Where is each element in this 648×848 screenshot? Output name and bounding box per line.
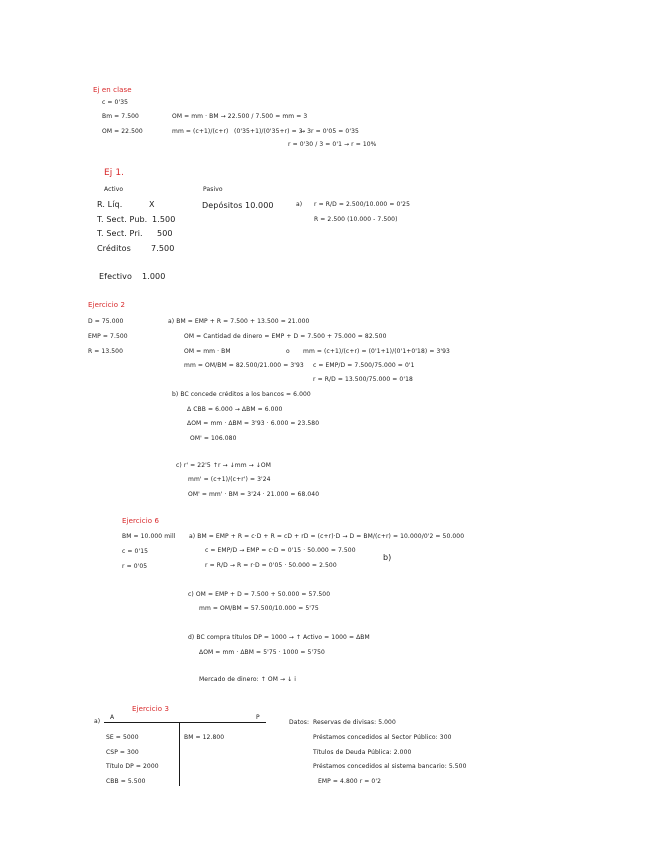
ej2-a3b: o [286, 348, 290, 355]
ej2-a5c: r = R/D = 13.500/75.000 = 0'18 [313, 376, 413, 383]
ej2-b2: Δ CBB = 6.000 → ΔBM = 6.000 [187, 406, 283, 413]
ej6-d1: d) BC compra títulos DP = 1000 → ↑ Activo = 1000 = ΔBM [188, 634, 370, 641]
ej1-efectivo-item: Efectivo [99, 272, 132, 281]
ej1-pasivo-label: Pasivo [203, 186, 223, 193]
ej3-datos-3: Títulos de Deuda Pública: 2.000 [313, 749, 412, 756]
ej6-r: r = 0'05 [122, 563, 148, 570]
ej2-b3: ΔOM = mm · ΔBM = 3'93 · 6.000 = 23.580 [187, 420, 320, 427]
heading-ej3: Ejercicio 3 [132, 705, 170, 713]
ej2-a2: OM = Cantidad de dinero = EMP + D = 7.500 + 75.000 = 82.500 [184, 333, 387, 340]
ej6-d2: ΔOM = mm · ΔBM = 5'75 · 1000 = 5'750 [199, 649, 325, 656]
ej2-c3: OM' = mm' · BM = 3'24 · 21.000 = 68.040 [188, 491, 320, 498]
ej1-efectivo-val: 1.000 [142, 272, 166, 281]
ej3-datos-5: EMP = 4.800 r = 0'2 [318, 778, 382, 785]
heading-ej6: Ejercicio 6 [122, 517, 160, 525]
ej2-a1: a) BM = EMP + R = 7.500 + 13.500 = 21.000 [168, 318, 310, 325]
ej1-deposits-val: 10.000 [245, 201, 274, 210]
ej1-row4-item: Créditos [97, 244, 131, 253]
ej1-activo-label: Activo [104, 186, 124, 193]
ej3-datos-2: Préstamos concedidos al Sector Público: 300 [313, 734, 452, 741]
clase-line-2: Bm = 7.500 [102, 113, 139, 120]
ej6-a3: r = R/D → R = r·D = 0'05 · 50.000 = 2.500 [205, 562, 337, 569]
ej1-row3-item: T. Sect. Pri. [97, 229, 143, 238]
ej1-a-label: a) [296, 201, 303, 208]
ej1-row2-item: T. Sect. Pub. [97, 215, 148, 224]
ej1-row3-val: 500 [157, 229, 173, 238]
clase-right-2c: → 3r = 0'05 = 0'35 [300, 128, 359, 135]
heading-ej1: Ej 1. [104, 168, 125, 178]
heading-ej2: Ejercicio 2 [88, 301, 126, 309]
ej3-bm: BM = 12.800 [184, 734, 225, 741]
ej2-c1: c) r' = 22'5 ↑r → ↓mm → ↓OM [176, 462, 272, 469]
ej1-deposits-item: Depósitos [202, 201, 243, 210]
ej1-row4-val: 7.500 [151, 244, 175, 253]
ej6-b-label: b) [383, 553, 392, 562]
ej2-a4c: c = EMP/D = 7.500/75.000 = 0'1 [313, 362, 415, 369]
ej2-r: R = 13.500 [88, 348, 124, 355]
heading-ej-clase: Ej en clase [93, 86, 132, 94]
clase-right-1: OM = mm · BM → 22.500 / 7.500 = mm = 3 [172, 113, 308, 120]
t-account-divider [179, 722, 180, 786]
clase-right-2a: mm = (c+1)/(c+r) [172, 128, 229, 135]
ej3-titulo: Título DP = 2000 [106, 763, 159, 770]
ej3-csp: CSP = 300 [106, 749, 139, 756]
clase-line-1: c = 0'35 [102, 99, 129, 106]
ej2-a3c: mm = (c+1)/(c+r) = (0'1+1)/(0'1+0'18) = 3'93 [303, 348, 450, 355]
t-account-top-line [104, 722, 266, 723]
ej3-datos-4: Préstamos concedidos al sistema bancario: 5.500 [313, 763, 467, 770]
clase-right-2b: (0'35+1)/(0'35+r) = 3 [234, 128, 303, 135]
ej1-a-eq2: R = 2.500 (10.000 - 7.500) [314, 216, 398, 223]
ej1-row2-val: 1.500 [152, 215, 176, 224]
clase-line-3: OM = 22.500 [102, 128, 143, 135]
ej3-datos-label: Datos: [289, 719, 310, 726]
ej6-c: c = 0'15 [122, 548, 149, 555]
ej2-emp: EMP = 7.500 [88, 333, 128, 340]
ej2-b1: b) BC concede créditos a los bancos = 6.000 [172, 391, 311, 398]
ej2-c2: mm' = (c+1)/(c+r') = 3'24 [188, 476, 271, 483]
clase-right-3: r = 0'30 / 3 = 0'1 → r = 10% [288, 141, 377, 148]
ej2-a3: OM = mm · BM [184, 348, 231, 355]
ej6-a1: a) BM = EMP + R = c·D + R = cD + rD = (c+r)·D → D = BM/(c+r) = 10.000/0'2 = 50.000 [189, 533, 465, 540]
ej6-a2: c = EMP/D → EMP = c·D = 0'15 · 50.000 = 7.500 [205, 547, 356, 554]
ej3-cbb: CBB = 5.500 [106, 778, 146, 785]
ej3-datos-1: Reservas de divisas: 5.000 [313, 719, 396, 726]
ej2-d: D = 75.000 [88, 318, 124, 325]
ej6-c2: mm = OM/BM = 57.500/10.000 = 5'75 [199, 605, 319, 612]
ej2-a4: mm = OM/BM = 82.500/21.000 = 3'93 [184, 362, 304, 369]
ej6-d3: Mercado de dinero: ↑ OM → ↓ i [199, 676, 297, 683]
ej1-a-eq1: r = R/D = 2.500/10.000 = 0'25 [314, 201, 410, 208]
ej1-row1-item: R. Líq. [97, 200, 123, 209]
ej6-c1: c) OM = EMP + D = 7.500 + 50.000 = 57.500 [188, 591, 331, 598]
ej3-se: SE = 5000 [106, 734, 139, 741]
ej2-b4: OM' = 106.080 [190, 435, 237, 442]
ej6-bm: BM = 10.000 mill [122, 533, 176, 540]
ej3-col-a: A [110, 714, 115, 721]
ej1-row1-val: X [149, 200, 155, 209]
ej3-col-p: P [256, 714, 260, 721]
ej3-a-label: a) [94, 718, 101, 725]
